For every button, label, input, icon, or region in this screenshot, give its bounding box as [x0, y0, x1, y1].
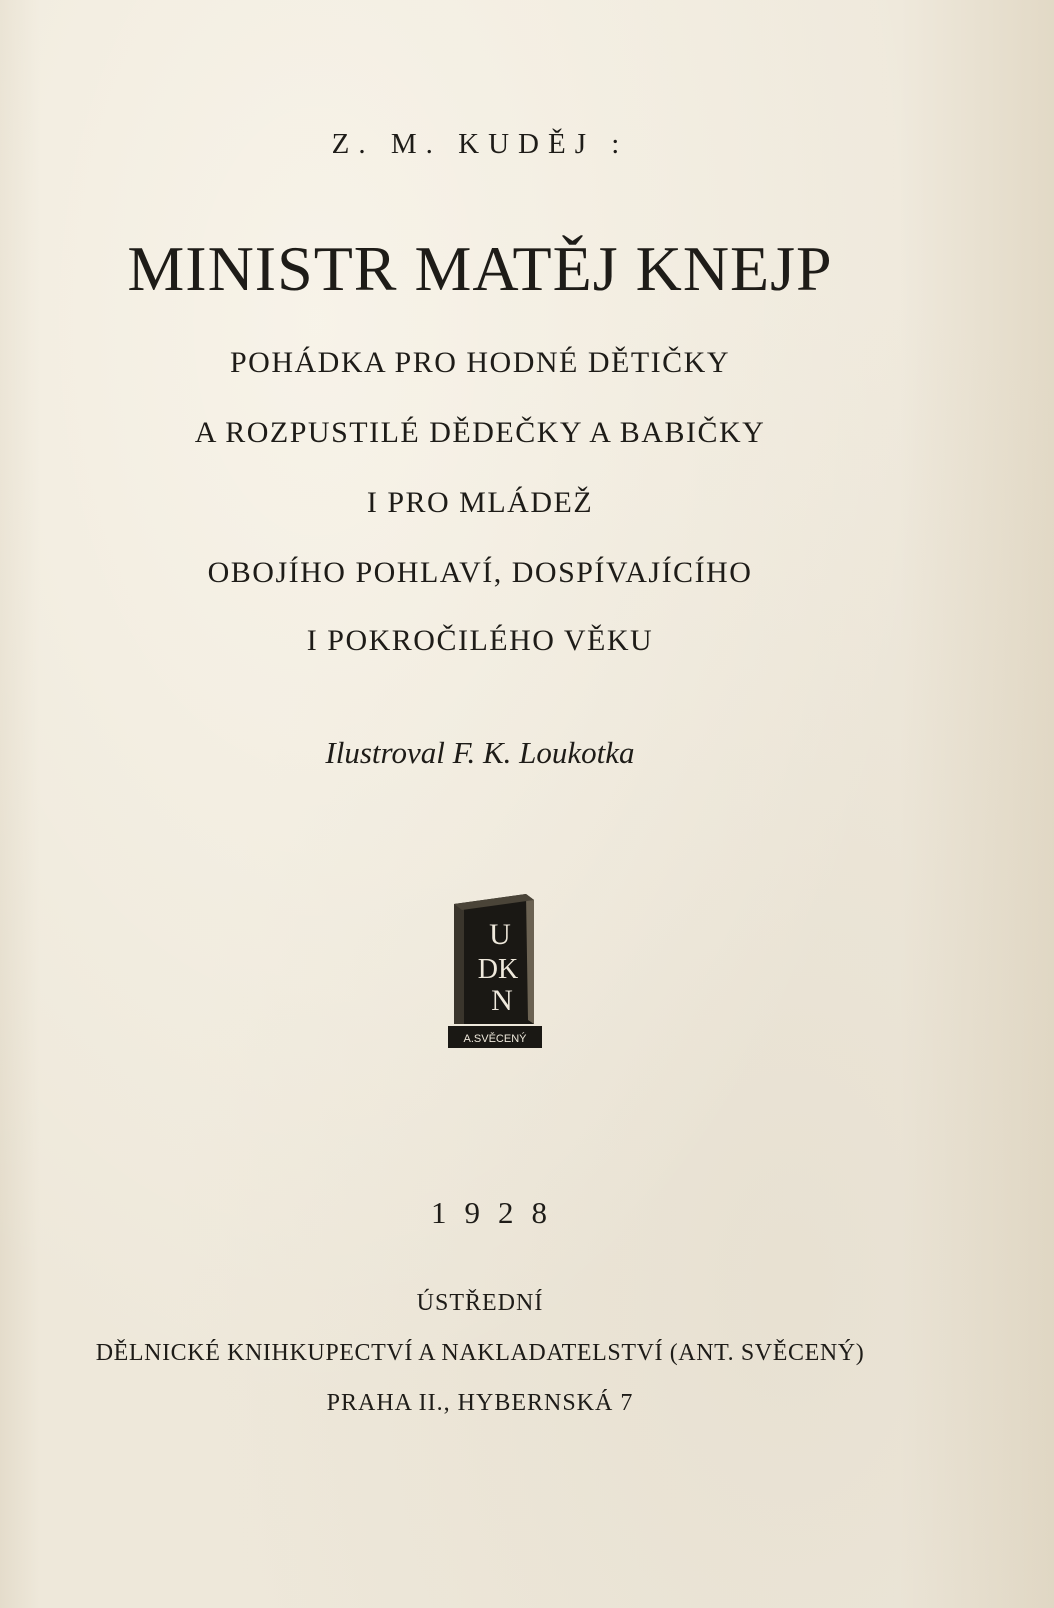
logo-letter-n: N	[491, 984, 513, 1017]
subtitle-line-3: I PRO MLÁDEŽ	[366, 486, 594, 519]
subtitle-line-5: I POKROČILÉHO VĚKU	[306, 624, 654, 657]
subtitle-line-1: POHÁDKA PRO HODNÉ DĚTIČKY	[229, 346, 730, 379]
publisher-line-2: DĚLNICKÉ KNIHKUPECTVÍ A NAKLADATELSTVÍ (ANT. SVĚCENÝ)	[95, 1340, 865, 1366]
publisher-line-1: ÚSTŘEDNÍ	[416, 1290, 544, 1316]
publisher-logo	[448, 886, 544, 1052]
book-title: MINISTR MATĚJ KNEJP	[127, 233, 833, 304]
logo-letters-dk: DK	[477, 954, 519, 985]
illustrator-credit: Ilustroval F. K. Loukotka	[325, 735, 635, 770]
subtitle-line-4: OBOJÍHO POHLAVÍ, DOSPÍVAJÍCÍHO	[207, 556, 753, 589]
logo-book-spine	[454, 904, 464, 1024]
subtitle-line-2: A ROZPUSTILÉ DĚDEČKY A BABIČKY	[194, 416, 766, 449]
book-logo-icon	[448, 886, 544, 1052]
publication-year: 1928	[431, 1195, 565, 1230]
logo-caption: A.SVĚCENÝ	[463, 1033, 527, 1045]
publisher-line-3: PRAHA II., HYBERNSKÁ 7	[326, 1390, 634, 1416]
logo-letter-u: U	[489, 918, 511, 951]
author-name: Z. M. KUDĚJ :	[331, 128, 629, 160]
